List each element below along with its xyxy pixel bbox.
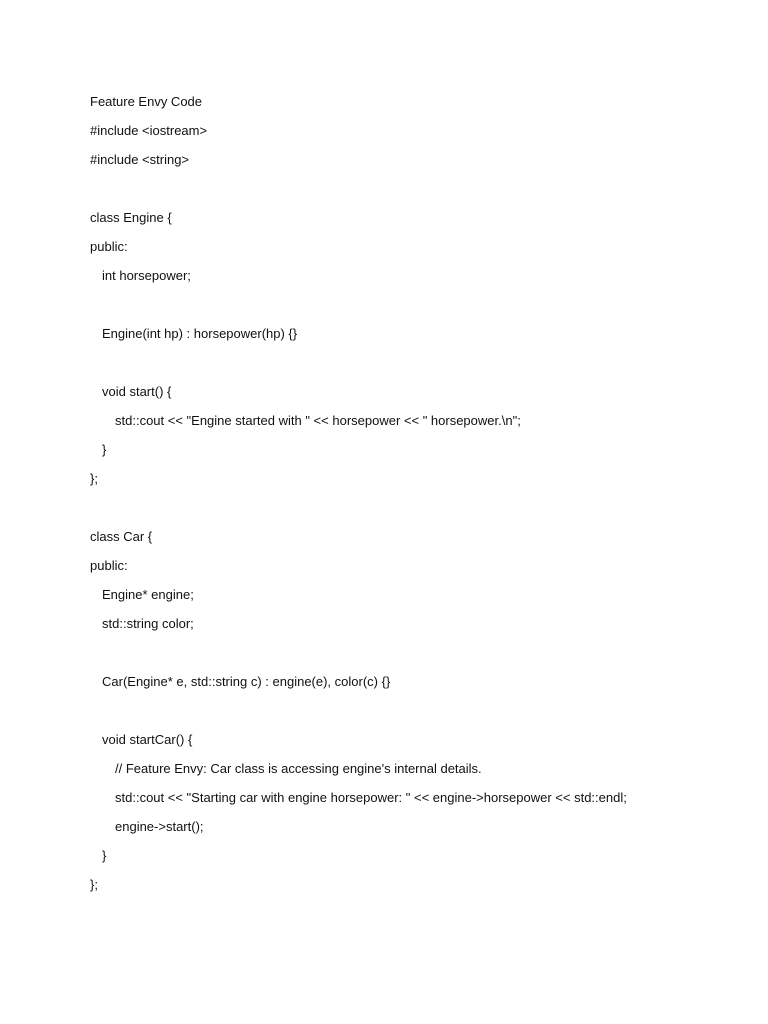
- code-line: class Engine {: [90, 210, 172, 225]
- code-line: }: [102, 442, 107, 457]
- blank-line: [90, 353, 710, 382]
- code-line: };: [90, 877, 98, 892]
- blank-line: [90, 179, 710, 208]
- document-body: [90, 92, 710, 904]
- code-line: void startCar() {: [102, 732, 193, 747]
- code-line: Engine(int hp) : horsepower(hp) {}: [102, 326, 298, 341]
- code-line: public:: [90, 558, 128, 573]
- blank-line: [90, 498, 710, 527]
- code-line: class Car {: [90, 529, 153, 544]
- blank-line: [90, 643, 710, 672]
- code-comment-line: // Feature Envy: Car class is accessing engine's internal details.: [115, 761, 482, 776]
- code-line: public:: [90, 239, 128, 254]
- code-line: #include <iostream>: [90, 123, 208, 138]
- code-line: std::string color;: [102, 616, 194, 631]
- code-line: Engine* engine;: [102, 587, 194, 602]
- code-line: #include <string>: [90, 152, 190, 167]
- code-line: std::cout << "Engine started with " << horsepower << " horsepower.\n";: [115, 413, 521, 428]
- code-line: }: [102, 848, 107, 863]
- blank-line: [90, 701, 710, 730]
- document-title: Feature Envy Code: [90, 94, 203, 109]
- code-line: int horsepower;: [102, 268, 191, 283]
- code-line: std::cout << "Starting car with engine horsepower: " << engine->horsepower << std::endl;: [115, 790, 627, 805]
- code-line: void start() {: [102, 384, 172, 399]
- blank-line: [90, 295, 710, 324]
- code-line: engine->start();: [115, 819, 204, 834]
- code-line: Car(Engine* e, std::string c) : engine(e), color(c) {}: [102, 674, 391, 689]
- code-line: };: [90, 471, 98, 486]
